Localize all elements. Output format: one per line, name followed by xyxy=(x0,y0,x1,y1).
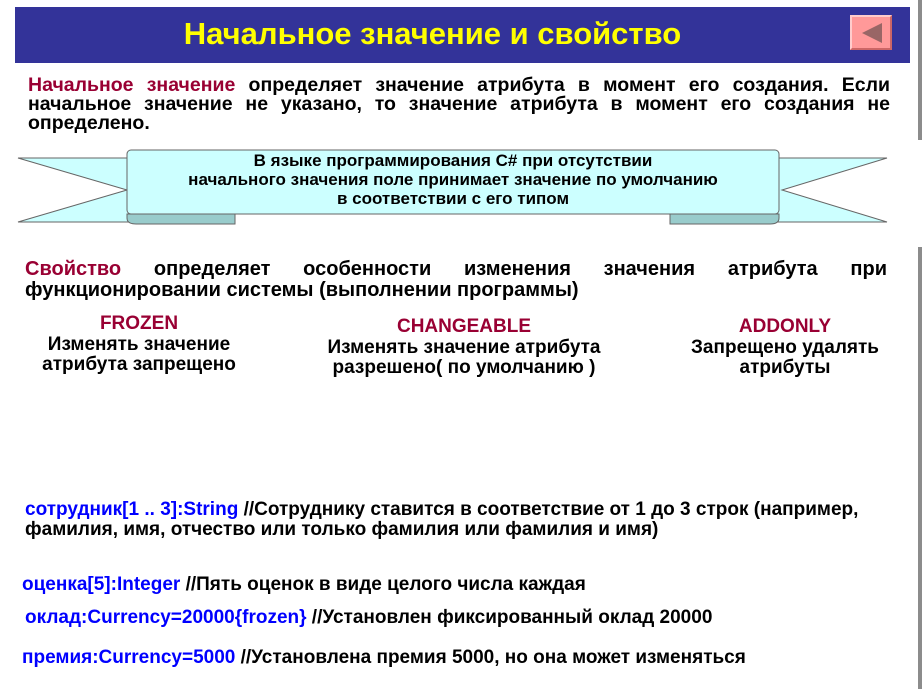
example-comment: //Установлен фиксированный оклад 20000 xyxy=(306,607,713,628)
ribbon-text xyxy=(127,151,779,208)
edge-bar-top xyxy=(918,0,922,140)
property-keyword: ADDONLY xyxy=(738,316,832,337)
property-term: Свойство xyxy=(25,258,122,280)
property-kind-changeable xyxy=(284,316,644,378)
ribbon-line: начального значения поле принимает значение по умолчанию xyxy=(188,170,718,189)
example-code: оценка[5]:Integer xyxy=(22,574,181,595)
property-keyword: CHANGEABLE xyxy=(396,316,532,337)
slide-header xyxy=(15,7,910,63)
example-comment: //Установлена премия 5000, но она может изменяться xyxy=(235,647,746,668)
property-text: определяет особенности изменения значения атрибута при функционировании системы (выполнении программы) xyxy=(25,258,887,301)
ribbon-line: в соответствии с его типом xyxy=(336,189,570,208)
slide-title: Начальное значение и свойство xyxy=(183,16,682,51)
property-desc: Изменять значение атрибута xyxy=(327,337,601,358)
back-button[interactable] xyxy=(850,15,892,50)
property-desc: Изменять значение xyxy=(47,334,231,355)
property-kind-frozen xyxy=(14,313,264,375)
property-desc: атрибута запрещено xyxy=(42,354,236,375)
example-line xyxy=(25,608,712,628)
property-paragraph xyxy=(25,259,887,301)
ribbon-line: В языке программирования C# при отсутствии xyxy=(253,151,653,170)
property-kind-addonly xyxy=(660,316,910,378)
property-keyword: FROZEN xyxy=(99,313,179,334)
example-line xyxy=(22,648,746,668)
initial-value-paragraph xyxy=(28,76,890,133)
example-comment: //Пять оценок в виде целого числа каждая xyxy=(180,574,586,595)
example-comment: //Сотруднику ставится в соответствие от 1 до 3 строк (например, фамилия, имя, отчество или только фамилия или фамилия и имя) xyxy=(25,499,859,540)
example-code: премия:Currency=5000 xyxy=(22,647,236,668)
initial-value-text: определяет значение атрибута в момент его создания. Если начальное значение не указано, то значение атрибута в момент его создания не определено. xyxy=(28,74,891,134)
property-desc: Запрещено удалять xyxy=(691,337,879,358)
property-desc: разрешено( по умолчанию ) xyxy=(332,357,596,378)
example-code: оклад:Currency=20000{frozen} xyxy=(25,607,307,628)
example-line xyxy=(25,500,885,540)
triangle-left-icon xyxy=(860,22,884,44)
example-code: сотрудник[1 .. 3]:String xyxy=(25,499,239,520)
property-desc: атрибуты xyxy=(739,357,831,378)
edge-bar-bottom xyxy=(918,247,922,689)
initial-value-term: Начальное значение xyxy=(28,74,236,96)
example-line xyxy=(22,575,586,595)
